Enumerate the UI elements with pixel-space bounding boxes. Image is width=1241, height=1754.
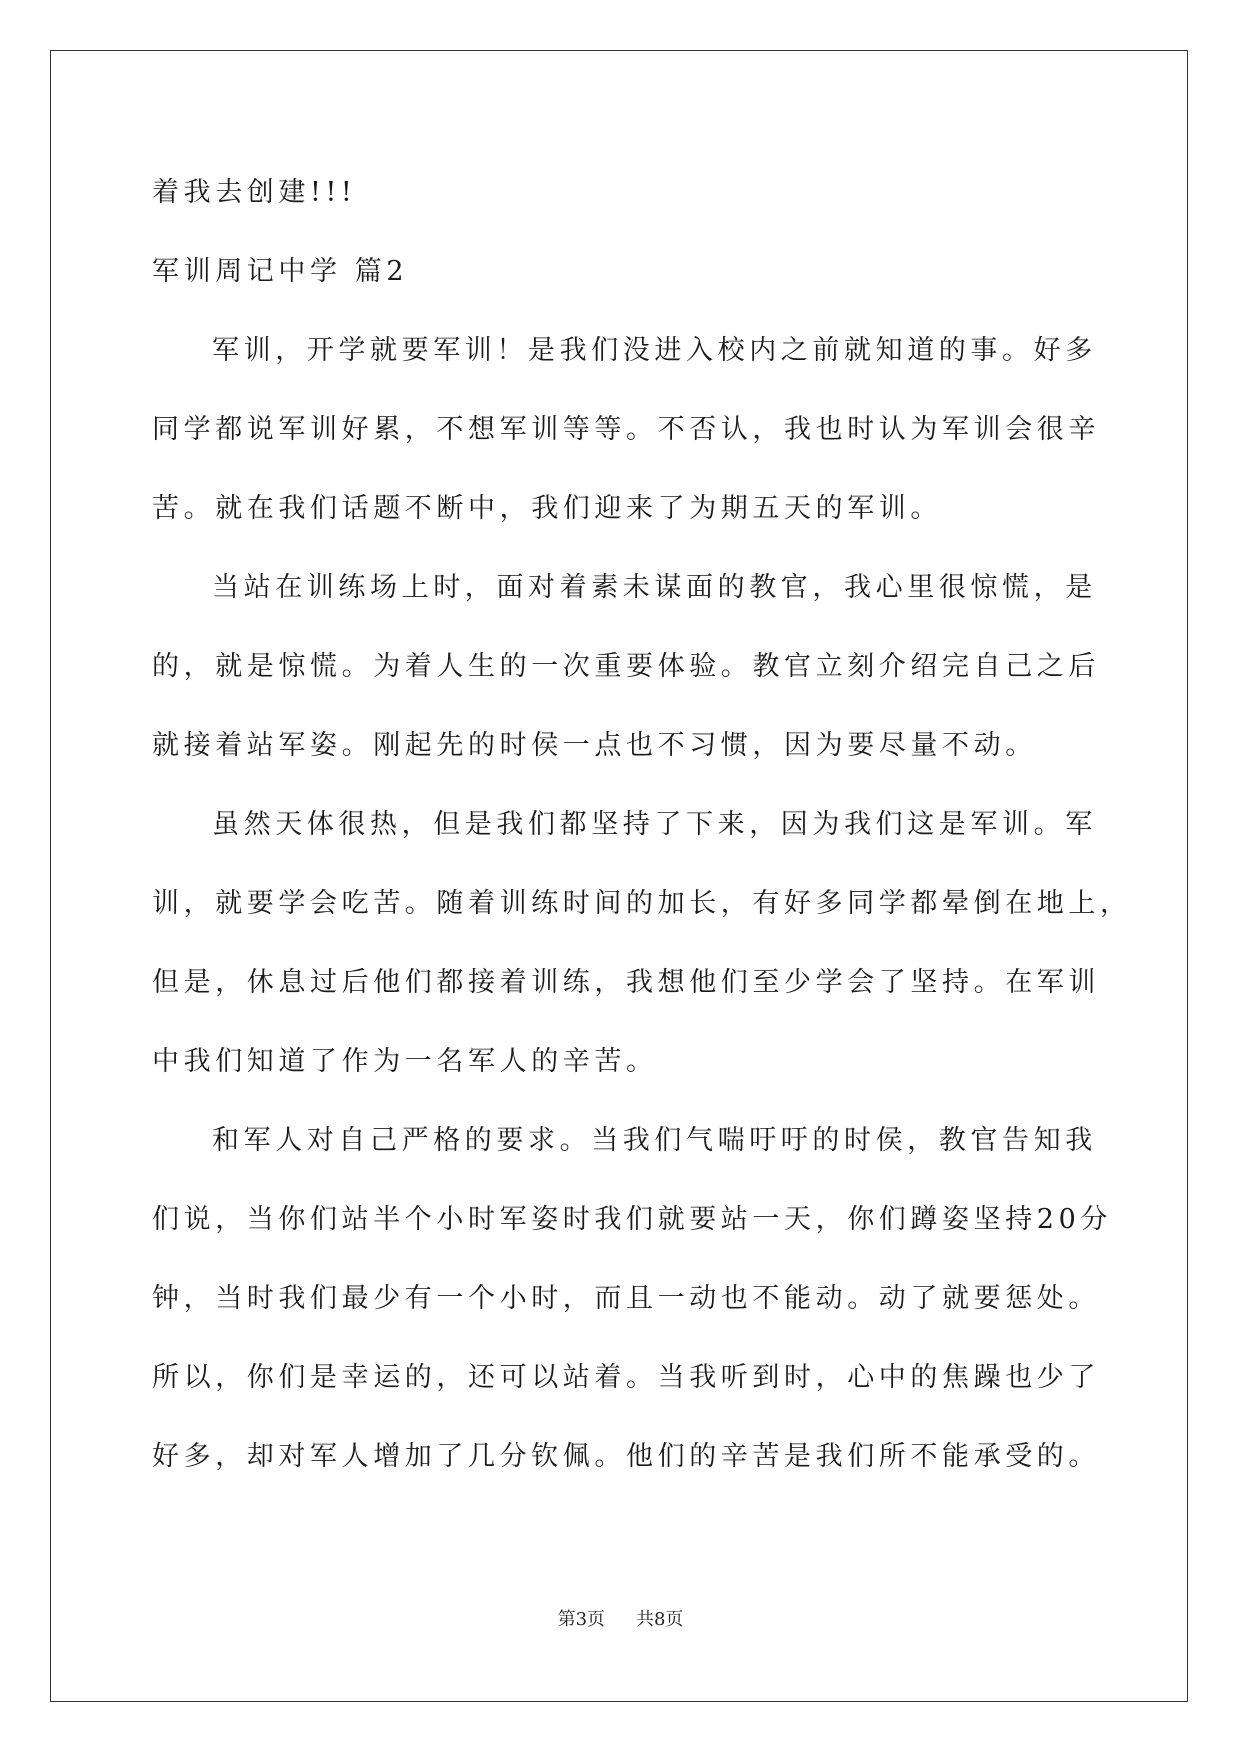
- text-line: 着我去创建!!!: [152, 177, 357, 208]
- page-number: 第3页: [557, 1609, 606, 1630]
- paragraph-line: 苦。就在我们话题不断中，我们迎来了为期五天的军训。: [152, 493, 942, 524]
- paragraph-line: 中我们知道了作为一名军人的辛苦。: [152, 1046, 658, 1077]
- section-heading: 军训周记中学 篇2: [152, 256, 409, 287]
- paragraph-line: 的，就是惊慌。为着人生的一次重要体验。教官立刻介绍完自己之后: [152, 651, 1100, 682]
- paragraph-line: 好多，却对军人增加了几分钦佩。他们的辛苦是我们所不能承受的。: [152, 1441, 1100, 1472]
- page-total: 共8页: [635, 1609, 684, 1630]
- paragraph-line: 和军人对自己严格的要求。当我们气喘吁吁的时侯，教官告知我: [212, 1125, 1097, 1156]
- paragraph-line: 同学都说军训好累，不想军训等等。不否认，我也时认为军训会很辛: [152, 414, 1100, 445]
- paragraph-line: 就接着站军姿。刚起先的时侯一点也不习惯，因为要尽量不动。: [152, 730, 1037, 761]
- paragraph-line: 但是，休息过后他们都接着训练，我想他们至少学会了坚持。在军训: [152, 967, 1100, 998]
- paragraph-line: 所以，你们是幸运的，还可以站着。当我听到时，心中的焦躁也少了: [152, 1362, 1100, 1393]
- paragraph-line: 钟，当时我们最少有一个小时，而且一动也不能动。动了就要惩处。: [152, 1283, 1100, 1314]
- page-footer: [0, 1608, 1241, 1632]
- paragraph-line: 当站在训练场上时，面对着素未谋面的教官，我心里很惊慌，是: [212, 572, 1097, 603]
- paragraph-line: 们说，当你们站半个小时军姿时我们就要站一天，你们蹲姿坚持20分: [152, 1204, 1112, 1235]
- paragraph-line: 训，就要学会吃苦。随着训练时间的加长，有好多同学都晕倒在地上，: [152, 888, 1132, 919]
- paragraph-line: 军训，开学就要军训！是我们没进入校内之前就知道的事。好多: [212, 335, 1097, 366]
- paragraph-line: 虽然天体很热，但是我们都坚持了下来，因为我们这是军训。军: [212, 809, 1097, 840]
